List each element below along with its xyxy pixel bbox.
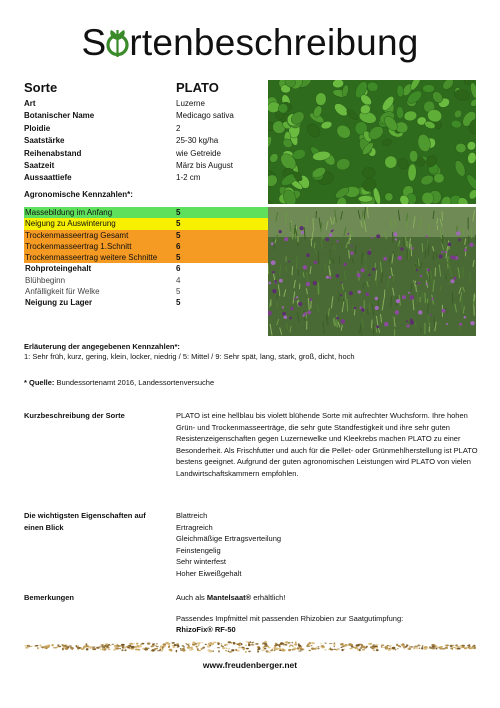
leaf-photo-image <box>268 80 476 204</box>
remarks-product: Mantelsaat® <box>206 593 252 602</box>
attribute-key: Saatstärke <box>24 136 65 146</box>
source-note <box>24 378 214 387</box>
source-text: Bundessortenamt 2016, Landessortenversuche <box>56 378 215 387</box>
variety-name: PLATO <box>176 80 219 95</box>
attribute-row <box>24 123 264 135</box>
agro-label: Anfälligkeit für Welke <box>25 287 100 297</box>
title-suffix: rtenbeschreibung <box>129 22 419 63</box>
field-photo-image <box>268 207 476 336</box>
remarks-text <box>176 592 478 636</box>
attribute-row <box>24 160 264 172</box>
attribute-list <box>24 98 264 185</box>
agro-value: 5 <box>176 219 181 229</box>
agro-value: 5 <box>176 208 181 217</box>
agro-row <box>24 286 268 297</box>
agro-table <box>24 207 268 309</box>
source-label: * Quelle: <box>24 378 55 387</box>
attribute-key: Reihenabstand <box>24 148 82 158</box>
legend-text: 1: Sehr früh, kurz, gering, klein, locker, niedrig / 5: Mittel / 9: Sehr spät, lang, stark, groß, dicht, hoch <box>24 352 355 361</box>
attribute-key: Ploidie <box>24 123 51 133</box>
property-item: Gleichmäßige Ertragsverteilung <box>176 534 282 543</box>
agro-label: Trockenmasseertrag Gesamt <box>25 230 129 240</box>
remarks-pre: Auch als <box>176 593 205 602</box>
agro-label: Rohproteingehalt <box>25 264 92 274</box>
agro-row <box>24 241 268 252</box>
attribute-key: Botanischer Name <box>24 111 95 121</box>
agro-value: 6 <box>176 241 181 251</box>
remarks-line-1 <box>176 592 478 604</box>
attribute-value: März bis August <box>176 160 233 170</box>
seed-divider <box>24 640 476 654</box>
agro-label: Neigung zu Lager <box>25 298 93 308</box>
agro-row <box>24 252 268 263</box>
property-item: Feinstengelig <box>176 545 221 555</box>
description-text: PLATO ist eine hellblau bis violett blühende Sorte mit aufrechter Wuchsform. Ihre hohen Grün- und Trockenmasseerträge, die sehr gute Standfestigkeit und ihre sehr guten Resistenzeigenschaften gegen Luzernewelke und Kleekrebs machen PLATO zu einer Besonderheit. Als Frischfutter und auch für die Pellet- oder Grünmehlherstellung ist PLATO bestens geeignet. Aufgrund der guten agronomischen Leistungen wird PLATO von vielen Landwirtschaftskammern empfohlen. <box>176 411 478 478</box>
attribute-value: Luzerne <box>176 99 205 108</box>
attribute-row <box>24 98 264 110</box>
attribute-key: Art <box>24 99 36 108</box>
legend-title: Erläuterung der angegebenen Kennzahlen*: <box>24 342 180 351</box>
variety-heading <box>24 80 219 95</box>
field-photo <box>268 207 476 336</box>
leaf-photo <box>268 80 476 204</box>
title-prefix: S <box>81 22 107 63</box>
agro-label: Trockenmasseertrag 1.Schnitt <box>25 241 132 251</box>
remarks-line-2: Passendes Impfmittel mit passenden Rhizobien zur Saatgutimpfung: <box>176 613 404 623</box>
agro-title: Agronomische Kennzahlen*: <box>24 190 133 199</box>
agro-row <box>24 263 268 274</box>
attribute-row <box>24 172 264 184</box>
attribute-value: Medicago sativa <box>176 111 234 121</box>
agro-value: 5 <box>176 253 181 263</box>
remarks-post: erhältlich! <box>253 593 286 602</box>
agro-value: 5 <box>176 230 181 240</box>
agro-value: 6 <box>176 264 181 274</box>
property-item: Ertragreich <box>176 522 213 532</box>
agro-value: 5 <box>176 287 181 297</box>
remarks-label: Bemerkungen <box>24 593 75 602</box>
agro-label: Neigung zu Auswinterung <box>25 219 116 229</box>
properties-list <box>176 510 376 579</box>
properties-label: Die wichtigsten Eigenschaften auf einen Blick <box>24 511 146 532</box>
property-item: Blattreich <box>176 511 208 520</box>
agro-row <box>24 207 268 218</box>
page-title <box>0 22 500 64</box>
property-item: Sehr winterfest <box>176 557 227 566</box>
seed-divider-image <box>24 640 476 654</box>
agro-row <box>24 218 268 229</box>
attribute-row <box>24 110 264 122</box>
attribute-value: wie Getreide <box>176 148 221 158</box>
agro-label: Massebildung im Anfang <box>25 208 113 217</box>
remarks-line-3: RhizoFix® RF-50 <box>176 625 236 634</box>
agro-row <box>24 297 268 308</box>
legend <box>24 342 484 362</box>
agro-row <box>24 230 268 241</box>
agro-label: Trockenmasseertrag weitere Schnitte <box>25 253 158 263</box>
attribute-value: 1-2 cm <box>176 173 201 183</box>
footer-url[interactable]: www.freudenberger.net <box>202 660 298 670</box>
property-item: Hoher Eiweißgehalt <box>176 568 242 578</box>
agro-value: 5 <box>176 298 181 308</box>
agro-label: Blühbeginn <box>25 275 66 285</box>
agro-row <box>24 275 268 286</box>
leaf-logo-icon <box>106 30 129 57</box>
attribute-key: Aussaattiefe <box>24 173 72 183</box>
variety-label: Sorte <box>24 80 58 95</box>
agro-value: 4 <box>176 275 181 285</box>
description-label: Kurzbeschreibung der Sorte <box>24 411 125 420</box>
attribute-value: 2 <box>176 123 181 133</box>
attribute-row <box>24 135 264 147</box>
attribute-value: 25-30 kg/ha <box>176 136 219 146</box>
attribute-row <box>24 148 264 160</box>
attribute-key: Saatzeit <box>24 160 55 170</box>
